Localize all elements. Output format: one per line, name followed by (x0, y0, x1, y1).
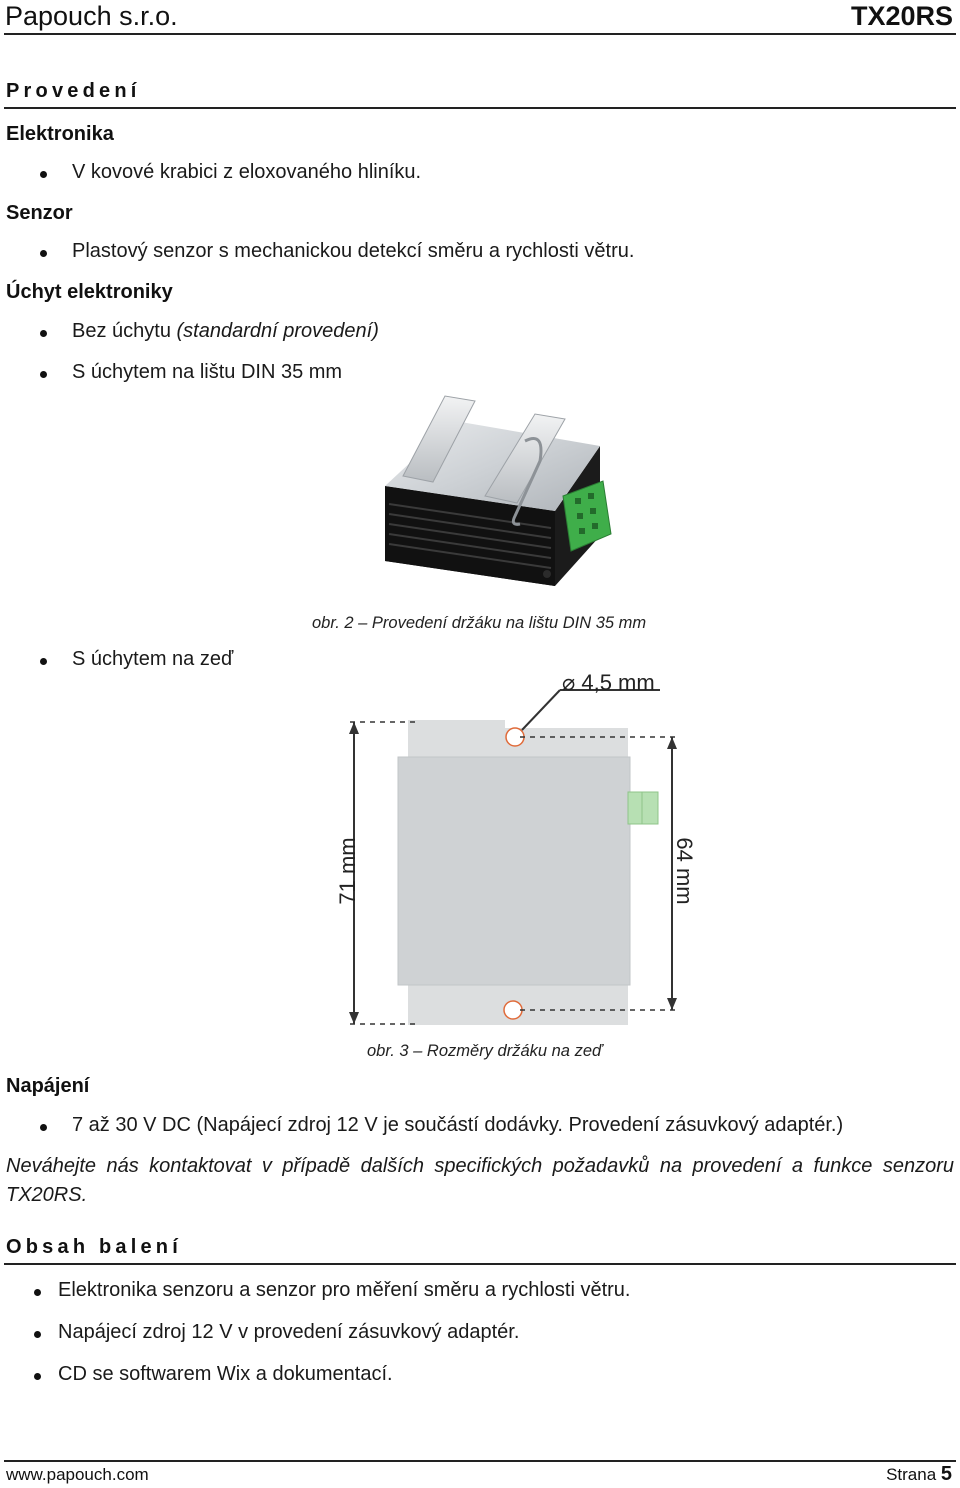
bullet-icon (34, 1289, 41, 1296)
bullet-icon (40, 658, 47, 665)
figure-caption-2: obr. 2 – Provedení držáku na lištu DIN 35 mm (312, 614, 647, 632)
section-title-obsah: Obsah balení (6, 1236, 182, 1258)
list-item: S úchytem na lištu DIN 35 mm (72, 361, 342, 384)
bullet-icon (40, 330, 47, 337)
subheading-napajeni: Napájení (6, 1075, 90, 1097)
bullet-icon (40, 171, 47, 178)
list-item: S úchytem na zeď (72, 648, 233, 671)
list-item: V kovové krabici z eloxovaného hliníku. (72, 161, 421, 184)
hole-bottom (504, 1001, 522, 1019)
list-item: CD se softwarem Wix a dokumentací. (58, 1363, 393, 1386)
list-item: Elektronika senzoru a senzor pro měření směru a rychlosti větru. (58, 1279, 630, 1302)
figure-caption-3: obr. 3 – Rozměry držáku na zeď (367, 1042, 603, 1060)
bullet-icon (40, 1124, 47, 1131)
subheading-uchyt: Úchyt elektroniky (6, 281, 173, 303)
subheading-elektronika: Elektronika (6, 123, 114, 145)
section-title-provedeni: Provedení (6, 80, 141, 102)
bullet-icon (34, 1373, 41, 1380)
header-rule (4, 33, 956, 35)
bullet-icon (34, 1331, 41, 1338)
section-rule-provedeni (4, 107, 956, 109)
list-item: 7 až 30 V DC (Napájecí zdroj 12 V je součástí dodávky. Provedení zásuvkový adaptér.) (72, 1114, 843, 1137)
subheading-senzor: Senzor (6, 202, 73, 224)
hole-diameter-label: ⌀ 4,5 mm (562, 670, 655, 695)
list-item: Bez úchytu (standardní provedení) (72, 320, 379, 343)
dimension-label-inner: 64 mm (672, 837, 697, 905)
header-company: Papouch s.r.o. (5, 1, 178, 31)
footer-website-link[interactable]: www.papouch.com (6, 1465, 149, 1484)
bullet-icon (40, 371, 47, 378)
footer-rule (4, 1460, 956, 1462)
contact-note: Neváhejte nás kontaktovat v případě dalších specifických požadavků na provedení a funkce senzoru TX20RS. (6, 1155, 954, 1206)
dimension-label-total: 71 mm (335, 837, 360, 905)
list-item: Napájecí zdroj 12 V v provedení zásuvkový adaptér. (58, 1321, 519, 1344)
wall-mount-dimension-drawing (330, 660, 700, 1030)
bullet-icon (40, 250, 47, 257)
header-product: TX20RS (850, 1, 953, 31)
din-mount-product-image (375, 386, 615, 586)
list-item: Plastový senzor s mechanickou detekcí směru a rychlosti větru. (72, 240, 634, 263)
footer-page-number: Strana 5 (886, 1463, 952, 1485)
section-rule-obsah (4, 1263, 956, 1265)
